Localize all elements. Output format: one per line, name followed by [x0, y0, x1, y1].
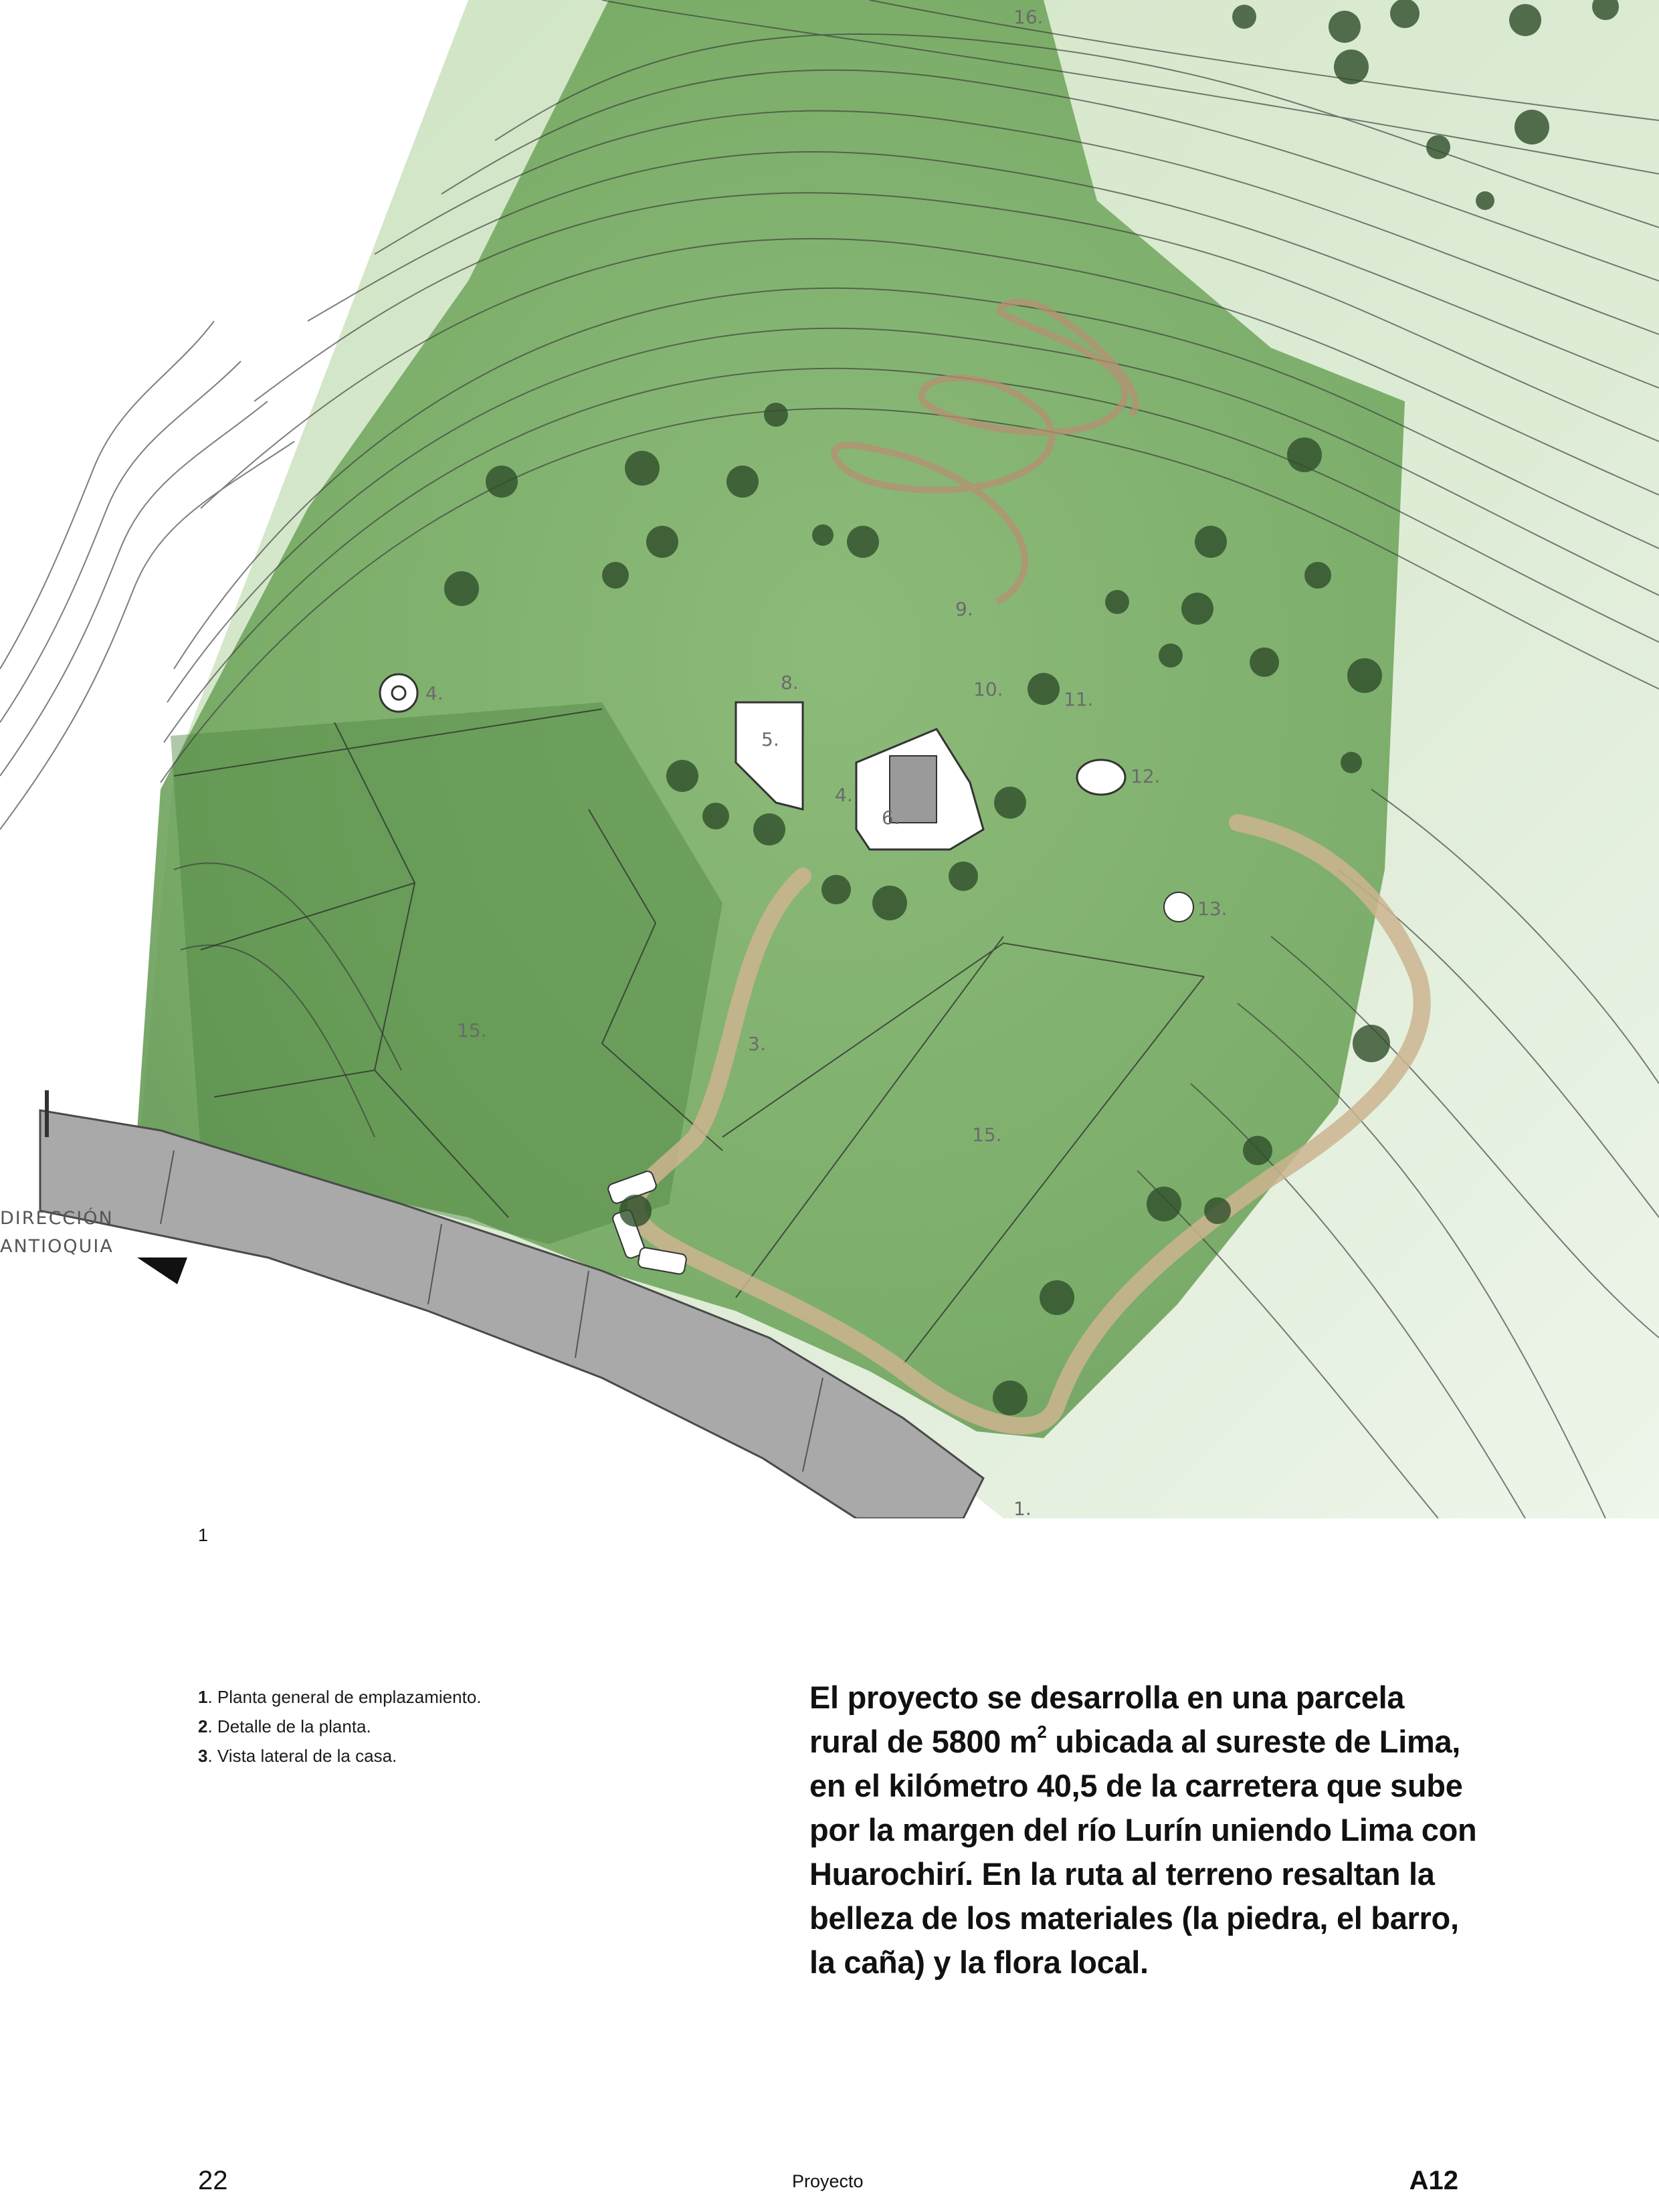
plan-label-13: 13. [1197, 898, 1228, 920]
lead-superscript: 2 [1037, 1722, 1047, 1742]
plan-label-11: 11. [1064, 688, 1094, 710]
plan-label-1: 1. [1013, 1498, 1032, 1518]
caption-number: 1 [198, 1687, 208, 1707]
lead-text-part2: ubicada al sureste de Lima, en el kilómetro 40,5 de la carretera que sube por la margen del río Lurín uniendo Lima con Huarochirí. En la ruta al terreno resaltan la belleza de los materiales (la piedra, el barro, la caña) y la flora local. [809, 1724, 1477, 1980]
plan-label-10: 10. [973, 678, 1003, 700]
plan-label-5: 5. [761, 728, 779, 750]
plan-label-16: 16. [1013, 6, 1044, 28]
figure-captions [198, 1682, 482, 1771]
caption-item [198, 1741, 482, 1771]
plan-label-4a: 4. [425, 682, 444, 704]
element-4-ring [380, 674, 417, 712]
plan-label-9: 9. [955, 598, 973, 620]
element-13 [1164, 892, 1193, 922]
lead-text-part1: El proyecto se desarrolla en una parcela rural de 5800 m [809, 1680, 1405, 1759]
caption-text: . Planta general de emplazamiento. [207, 1687, 482, 1707]
lead-paragraph [809, 1676, 1478, 1985]
caption-number: 2 [198, 1716, 208, 1736]
caption-item [198, 1712, 482, 1741]
plan-label-15a: 15. [457, 1019, 487, 1041]
magazine-brand: A12 [1409, 2166, 1458, 2195]
page-number: 22 [198, 2166, 228, 2195]
caption-text: . Vista lateral de la casa. [207, 1746, 397, 1766]
figure-number: 1 [198, 1525, 209, 1545]
plan-label-3: 3. [748, 1033, 766, 1055]
plan-label-6: 6. [882, 807, 900, 829]
direction-label-line2: ANTIOQUIA [0, 1236, 114, 1257]
plan-label-8: 8. [781, 672, 799, 694]
direction-arrow-icon [137, 1258, 187, 1284]
caption-item [198, 1682, 482, 1712]
direction-label-line1: DIRECCIÓN [0, 1208, 114, 1229]
caption-number: 3 [198, 1746, 208, 1766]
plan-label-12: 12. [1131, 765, 1161, 787]
plan-label-15b: 15. [972, 1124, 1002, 1146]
element-12 [1077, 760, 1125, 795]
plan-label-4b: 4. [835, 784, 853, 806]
section-name: Proyecto [792, 2171, 864, 2191]
caption-text: . Detalle de la planta. [207, 1716, 371, 1736]
